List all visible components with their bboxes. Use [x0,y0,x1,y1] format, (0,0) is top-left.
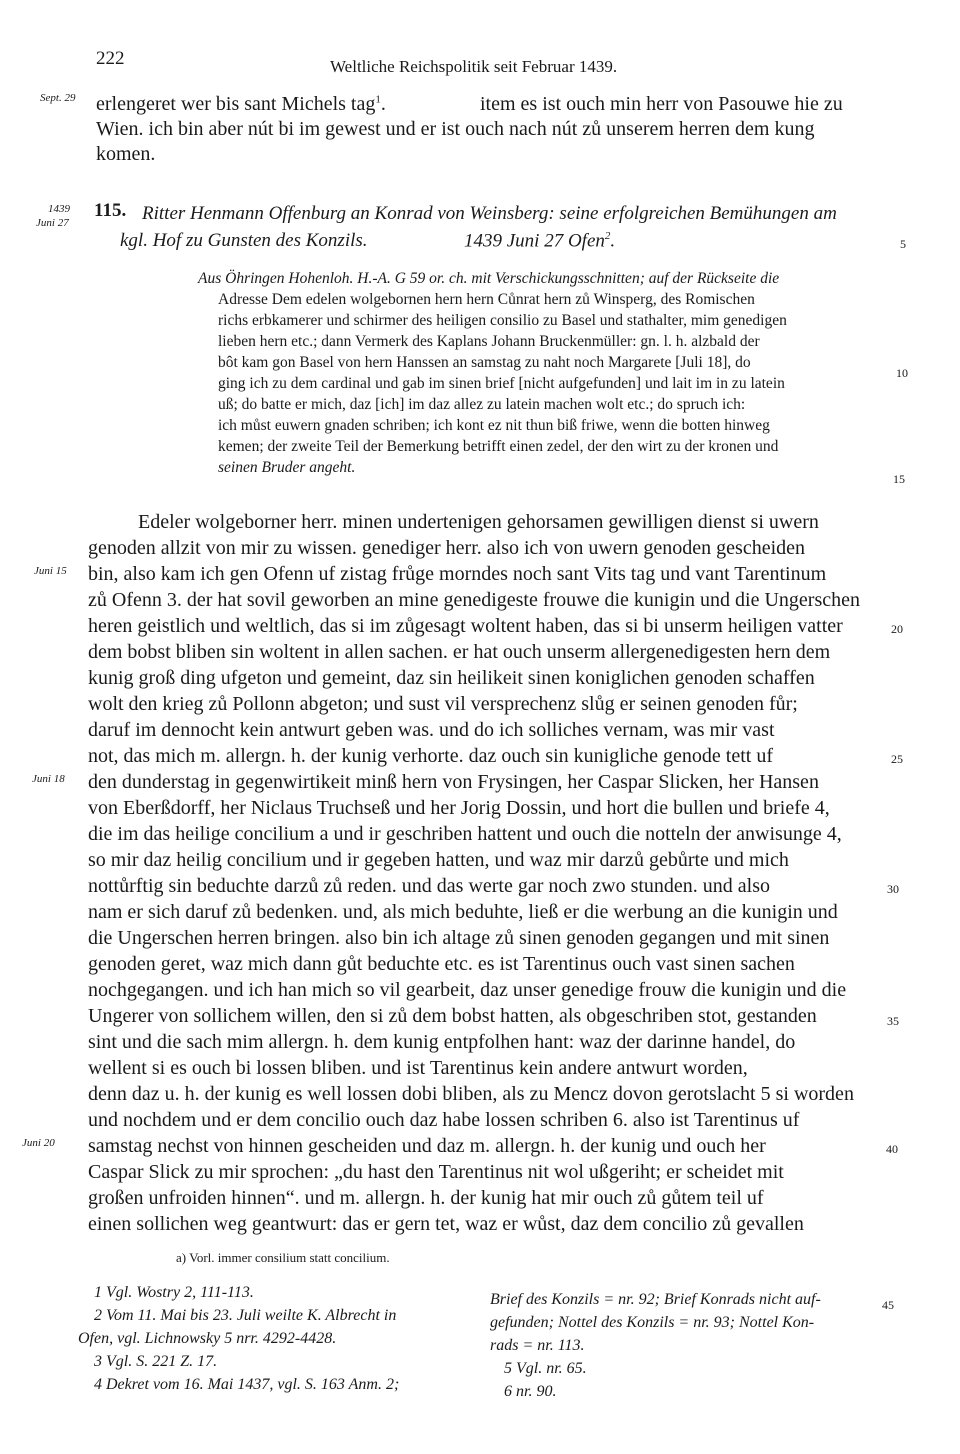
line-number: 10 [896,366,908,380]
document-number: 115. [94,200,127,221]
text-line: daruf im dennocht kein antwurt geben was. und do ich solliches vernam, was mir vast [88,719,775,741]
line-number: 35 [887,1014,899,1028]
source-line: seinen Bruder angeht. [218,459,356,476]
text-line: und nochdem und er dem concilio ouch daz habe lossen schriben 6. also ist Tarentinus uf [88,1109,800,1131]
line-number: 30 [887,882,899,896]
text-line: denn daz u. h. der kunig es well lossen dobi bliben, als zu Mencz dovon gerotslacht 5 si worden [88,1083,854,1105]
text-fragment: erlengeret wer bis sant Michels tag [96,93,376,115]
text-line: die Ungerschen herren bringen. also bin ich altage zů sinen genoden gegangen und mit sinen [88,927,830,949]
margin-note-date: Juni 20 [22,1137,55,1149]
text-line: sint und die sach mim allergn. h. dem kunig entpfolhen hant: waz der darinne handel, do [88,1031,796,1053]
text-line: nottůrftig sin beduchte darzů zů reden. und das werte gar noch zwo stunden. und also [88,875,771,897]
text-line: so mir daz heilig concilium und ir gegeben hatten, und waz mir darzů gebůrte und mich [88,849,789,871]
source-line: ich můst euwern gnaden schriben; ich kont ez nit thun biß friwe, wenn die botten hinweg [218,417,770,434]
source-line: Adresse Dem edelen wolgebornen hern hern Cůnrat hern zů Winsperg, des Romischen [218,291,755,308]
text-line: Edeler wolgeborner herr. minen undertenigen gehorsamen gewilligen dienst si uwern [138,511,819,533]
page-number: 222 [96,48,125,69]
line-number: 25 [891,752,903,766]
text-line: zů Ofenn 3. der hat sovil geworben an mine genedigeste frouwe die kunigin und die Ungerschen [88,589,860,611]
document-date: 1439 Juni 27 Ofen$^2$. [464,230,616,252]
line-number: 45 [882,1298,894,1312]
text-line: Caspar Slick zu mir sprochen: „du hast den Tarentinus nit wol ußgeriht; er scheidet mit [88,1161,784,1183]
text-line: wellent si es ouch bi lossen bliben. und ist Tarentinus kein andere antwurt worden, [88,1057,748,1079]
text-line: großen unfroiden hinnen“. und m. allergn. h. der kunig hat mir ouch zů gůtem teil uf [88,1187,764,1209]
source-line: bôt kam gon Basel von hern Hanssen an samstag zu naht noch Margarete [Juli 18], do [218,354,751,371]
text-line: von Eberßdorff, her Niclaus Truchseß und her Jorig Dossin, und hort die bullen und briefe 4, [88,797,830,819]
footnote: 4 Dekret vom 16. Mai 1437, vgl. S. 163 Anm. 2; [94,1376,400,1393]
text-line: genoden geret, waz mich dann gůt beduchte etc. es ist Tarentinus ouch vast sinen sachen [88,953,795,975]
text-line: dem bobst bliben sin woltent in allen sachen. er hat ouch unserm allergenedigesten hern dem [88,641,831,663]
footnote: 3 Vgl. S. 221 Z. 17. [94,1353,218,1370]
margin-note-date: Juni 15 [34,565,67,577]
text-line: wolt den krieg zů Pollonn abgeton; und sust vil versprechenz slůg er seinen genoden fůr; [88,693,798,715]
footnote-ref: 2 [604,230,611,242]
text-line: kunig groß ding ufgeton und gemeint, daz sin heilikeit sinen koniglichen genoden schaffen [88,667,815,689]
line-number: 40 [886,1142,898,1156]
footnote: 6 nr. 90. [504,1383,557,1400]
text-line: nam er sich daruf zů bedenken. und, als mich beduhte, ließ er die werbung an die kunigin und [88,901,838,923]
margin-note-year: 1439 [48,203,70,215]
running-title: Weltliche Reichspolitik seit Februar 1439. [330,57,618,76]
line-number: 20 [891,622,903,636]
margin-note-date: Juni 18 [32,773,65,785]
apparatus-note: a) Vorl. immer consilium statt concilium. [176,1250,390,1265]
footnote: rads = nr. 113. [490,1337,585,1354]
date-text: 1439 Juni 27 Ofen [464,230,605,252]
source-line: Aus Öhringen Hohenloh. H.-A. G 59 or. ch. mit Verschickungsschnitten; auf der Rückseite die [198,270,780,287]
text-line: erlengeret wer bis sant Michels tag$^1$. [96,93,386,115]
text-line: Ungerer von sollichem willen, den si zů dem bobst hatten, als obgeschriben stot, gestanden [88,1005,817,1027]
footnote: 5 Vgl. nr. 65. [504,1360,587,1377]
text-line: bin, also kam ich gen Ofenn uf zistag frůge morndes noch sant Vits tag und vant Tarentinum [88,563,827,585]
document-title: Ritter Henmann Offenburg an Konrad von Weinsberg: seine erfolgreichen Bemühungen am [142,203,837,224]
line-number: 15 [893,472,905,486]
margin-note-date: Juni 27 [36,217,69,229]
footnote: 2 Vom 11. Mai bis 23. Juli weilte K. Albrecht in [94,1307,397,1324]
line-number: 5 [900,237,906,251]
footnote: 1 Vgl. Wostry 2, 111-113. [94,1284,254,1301]
text-line: samstag nechst von hinnen gescheiden und daz m. allergn. h. der kunig und ouch her [88,1135,766,1157]
source-line: uß; do batte er mich, daz [ich] im daz allez zu latein machen wolt etc.; do spruch ich: [218,396,746,413]
margin-note-date: Sept. 29 [40,92,76,104]
text-line: die im das heilige concilium a und ir geschriben hattent und ouch die notteln der anwisunge 4, [88,823,842,845]
text-line: nochgegangen. und ich han mich so vil gearbeit, daz unser genedige frouw die kunigin und die [88,979,847,1001]
source-line: richs erbkamerer und schirmer des heiligen consilio zu Basel und stathalter, mim genedigen [218,312,787,329]
text-line: Wien. ich bin aber nút bi im gewest und er ist ouch nach nút zů unserem herren dem kung [96,118,815,140]
text-line: not, das mich m. allergn. h. der kunig verhorte. daz ouch sin kunigliche genode tett uf [88,745,774,767]
document-title: kgl. Hof zu Gunsten des Konzils. [120,230,368,251]
text-line: genoden allzit von mir zu wissen. genediger herr. also ich von uwern genoden gescheiden [88,537,806,559]
footnote: Ofen, vgl. Lichnowsky 5 nrr. 4292-4428. [78,1330,337,1347]
footnote: gefunden; Nottel des Konzils = nr. 93; Nottel Kon- [490,1314,815,1331]
text-line: einen sollichen weg geantwurt: das er gern tet, waz er wůst, daz dem concilio zů gevallen [88,1213,804,1235]
footnote-ref: 1 [375,93,381,106]
text-line: komen. [96,143,156,165]
text-line: den dunderstag in gegenwirtikeit minß hern von Frysingen, her Caspar Slicken, her Hansen [88,771,819,793]
footnote: Brief des Konzils = nr. 92; Brief Konrads nicht auf- [490,1291,821,1308]
source-line: lieben hern etc.; dann Vermerk des Kaplans Johann Bruckenmüller: gn. l. h. alzbald der [218,333,760,350]
text-line: heren geistlich und weltlich, das si im zůgesagt woltent haben, das si bi unserm heiligen vatter [88,615,843,637]
source-line: ging ich zu dem cardinal und gab im sinen brief [nicht aufgefunden] und lait im in zu latein [218,375,785,392]
text-line: item es ist ouch min herr von Pasouwe hie zu [480,93,843,115]
source-line: kemen; der zweite Teil der Bemerkung betrifft einen zedel, der den wirt zu der kronen und [218,438,779,455]
